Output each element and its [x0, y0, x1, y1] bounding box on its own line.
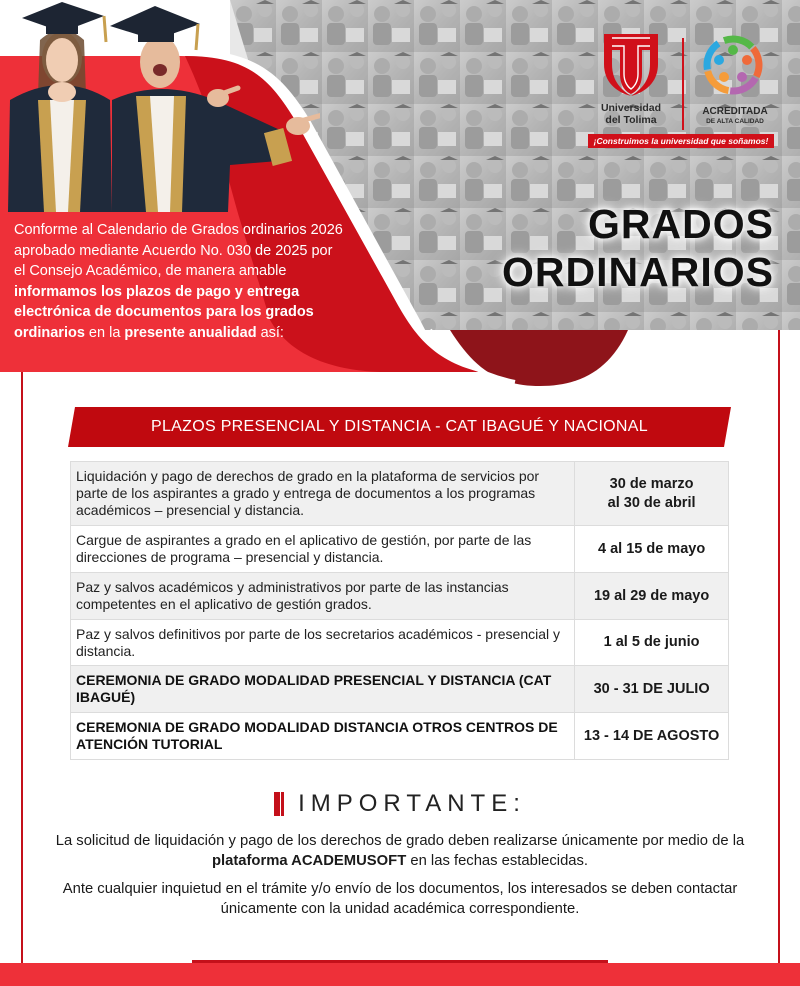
hero-banner — [0, 0, 800, 400]
table-row — [71, 666, 729, 713]
table-row — [71, 573, 729, 620]
table-row — [71, 620, 729, 666]
page-title: GRADOS ORDINARIOS — [502, 201, 774, 295]
accreditation-title: ACREDITADA — [702, 106, 768, 117]
frame-right-border — [778, 330, 780, 964]
university-name: Universidad del Tolima — [600, 102, 662, 126]
row-date: 30 de marzo al 30 de abril — [575, 462, 729, 526]
row-date: 1 al 5 de junio — [575, 620, 729, 666]
frame-left-border — [21, 372, 23, 964]
accreditation-logo-icon — [702, 34, 764, 96]
logo-divider — [682, 38, 684, 130]
row-description: Cargue de aspirantes a grado en el aplicativo de gestión, por parte de las direcciones de programa – presencial y distancia. — [71, 526, 575, 573]
row-date: 19 al 29 de mayo — [575, 573, 729, 620]
table-row — [71, 462, 729, 526]
row-description: Paz y salvos académicos y administrativos por parte de las instancias competentes en el aplicativo de gestión grados. — [71, 573, 575, 620]
row-date: 30 - 31 DE JULIO — [575, 666, 729, 713]
graduates-image — [0, 0, 320, 212]
important-heading: IMPORTANTE: — [0, 790, 800, 820]
row-description: CEREMONIA DE GRADO MODALIDAD PRESENCIAL Y DISTANCIA (CAT IBAGUÉ) — [71, 666, 575, 713]
important-paragraph-2: Ante cualquier inquietud en el trámite y/o envío de los documentos, los interesados se deben contactar únicamente con la unidad académica correspondiente. — [62, 881, 738, 917]
row-description: Liquidación y pago de derechos de grado en la plataforma de servicios por parte de los aspirantes a grado y entrega de documentos a los programas académicos – presencial y distancia. — [71, 462, 575, 526]
table-row — [71, 713, 729, 760]
table-row — [71, 526, 729, 573]
row-description: CEREMONIA DE GRADO MODALIDAD DISTANCIA OTROS CENTROS DE ATENCIÓN TUTORIAL — [71, 713, 575, 760]
red-bar-icon — [274, 792, 284, 816]
intro-paragraph: Conforme al Calendario de Grados ordinarios 2026 aprobado mediante Acuerdo No. 030 de 2025 por el Consejo Académico, de manera amable informamos los plazos de pago y entrega electrónica de documentos para los grados ordinarios en la presente anualidad así: — [14, 222, 343, 341]
row-description: Paz y salvos definitivos por parte de los secretarios académicos - presencial y distancia. — [71, 620, 575, 666]
important-paragraph-1: La solicitud de liquidación y pago de los derechos de grado deben realizarse únicamente por medio de la plataforma ACADEMUSOFT en las fechas establecidas. — [55, 833, 745, 869]
footer-bar — [0, 963, 800, 986]
accreditation-subtitle: DE ALTA CALIDAD — [706, 118, 764, 125]
university-logo-icon — [604, 34, 658, 96]
row-date: 4 al 15 de mayo — [575, 526, 729, 573]
row-date: 13 - 14 DE AGOSTO — [575, 713, 729, 760]
section-banner — [68, 407, 731, 447]
section-title: PLAZOS PRESENCIAL Y DISTANCIA - CAT IBAGUÉ Y NACIONAL — [151, 418, 648, 435]
logo-block — [593, 30, 776, 150]
schedule-table — [70, 461, 729, 760]
slogan: ¡Construimos la universidad que soñamos! — [588, 134, 774, 148]
